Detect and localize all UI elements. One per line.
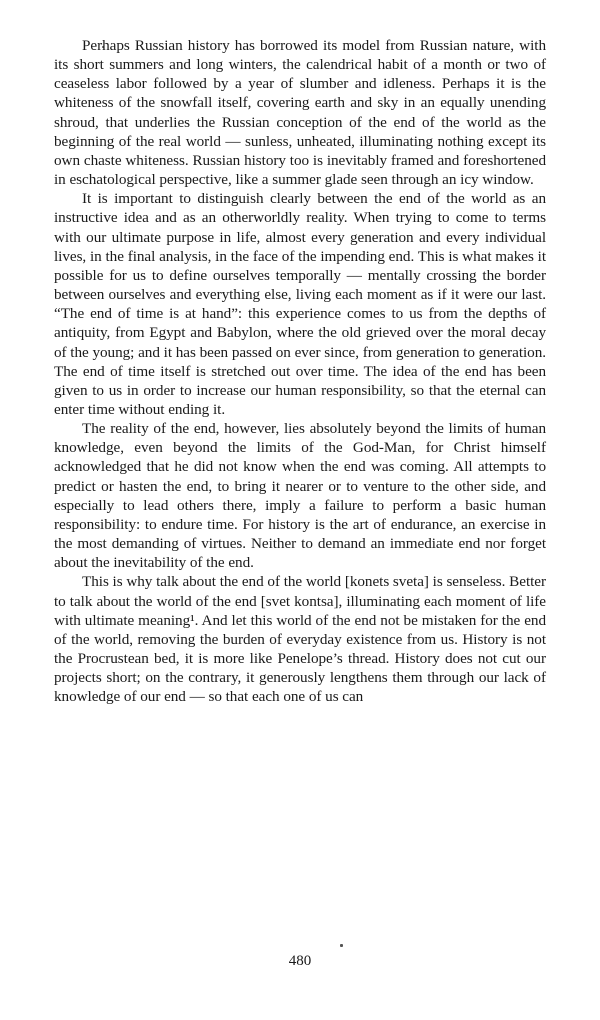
page-number: 480 <box>288 953 312 969</box>
paragraph: Perhaps Russian history has borrowed its model from Russian nature, with its short summers and long winters, the calendrical habit of a month or two of ceaseless labor followed by a year of slumber and idleness. Perhaps it is the whiteness of the snowfall itself, covering earth and sky in an equally unending shroud, that underlies the Russian conception of the end of the world as the beginning of the real world — sunless, unheated, illuminating nothing except its own chaste whiteness. Russian history too is inevitably framed and foreshortened in eschatological perspective, like a summer glade seen through an icy window. <box>54 37 546 189</box>
paragraph: The reality of the end, however, lies absolutely beyond the limits of human knowledge, even beyond the limits of the God-Man, for Christ himself acknowledged that he did not know when the end was coming. All attempts to predict or hasten the end, to bring it nearer or to venture to the other side, and especially to lead others there, imply a failure to perform a basic human responsibility: to endure time. For history is the art of endurance, an exercise in the most demanding of virtues. Neither to demand an immediate end nor forget about the inevitability of the end. <box>54 420 546 572</box>
paragraph: This is why talk about the end of the world [konets sveta] is senseless. Better to talk about the world of the end [svet kontsa], illuminating each moment of life with ultimate meaning¹. And let this world of the end not be mistaken for the end of the world, removing the burden of everyday existence from us. History is not the Procrustean bed, it is more like Penelope’s thread. History does not cut our projects short; on the contrary, it generously lengthens them through our lack of knowledge of our end — so that each one of us can <box>54 573 546 706</box>
paragraph: It is important to distinguish clearly between the end of the world as an instructive idea and as an otherworldly reality. When trying to come to terms with our ultimate purpose in life, almost every generation and every individual lives, in the final analysis, in the face of the impending end. This is what makes it possible for us to define ourselves temporally — mentally crossing the border between ourselves and everything else, living each moment as if it were our last. “The end of time is at hand”: this experience comes to us from the depths of antiquity, from Egypt and Babylon, where the old grieved over the moral decay of the young; and it has been passed on ever since, from generation to generation. The end of time itself is stretched out over time. The idea of the end has been given to us in order to increase our human responsibility, so that the eternal can enter time without ending it. <box>54 190 546 418</box>
page-body <box>54 36 546 706</box>
scan-speck <box>340 944 343 947</box>
